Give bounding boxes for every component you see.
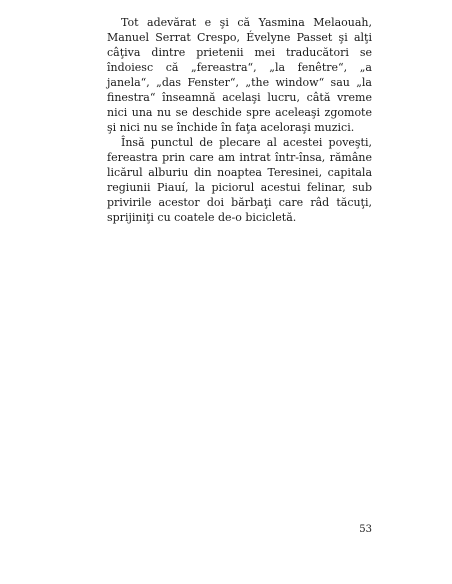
body-text [107, 15, 372, 225]
paragraph-starting-point: Însă punctul de plecare al acestei poveşti, fereastra prin care am intrat într-însa, rămâne licărul alburiu din noaptea Teresinei, capitala regiunii Piauí, la piciorul acestui felinar, sub privirile acestor doi bărbaţi care râd tăcuţi, sprijiniţi cu coatele de-o bicicletă. [107, 136, 372, 224]
page-number: 53 [359, 524, 372, 535]
paragraph-translators: Tot adevărat e şi că Yasmina Melaouah, Manuel Serrat Crespo, Évelyne Passet şi alţi câţiva dintre prietenii mei traducători se îndoiesc că „fereastra“, „la fenêtre“, „a janela“, „das Fenster“, „the window“ sau „la finestra“ înseamnă acelaşi lucru, câtă vreme nici una nu se deschide spre aceleaşi zgomote şi nici nu se închide în faţa aceloraşi muzici. [107, 16, 372, 134]
